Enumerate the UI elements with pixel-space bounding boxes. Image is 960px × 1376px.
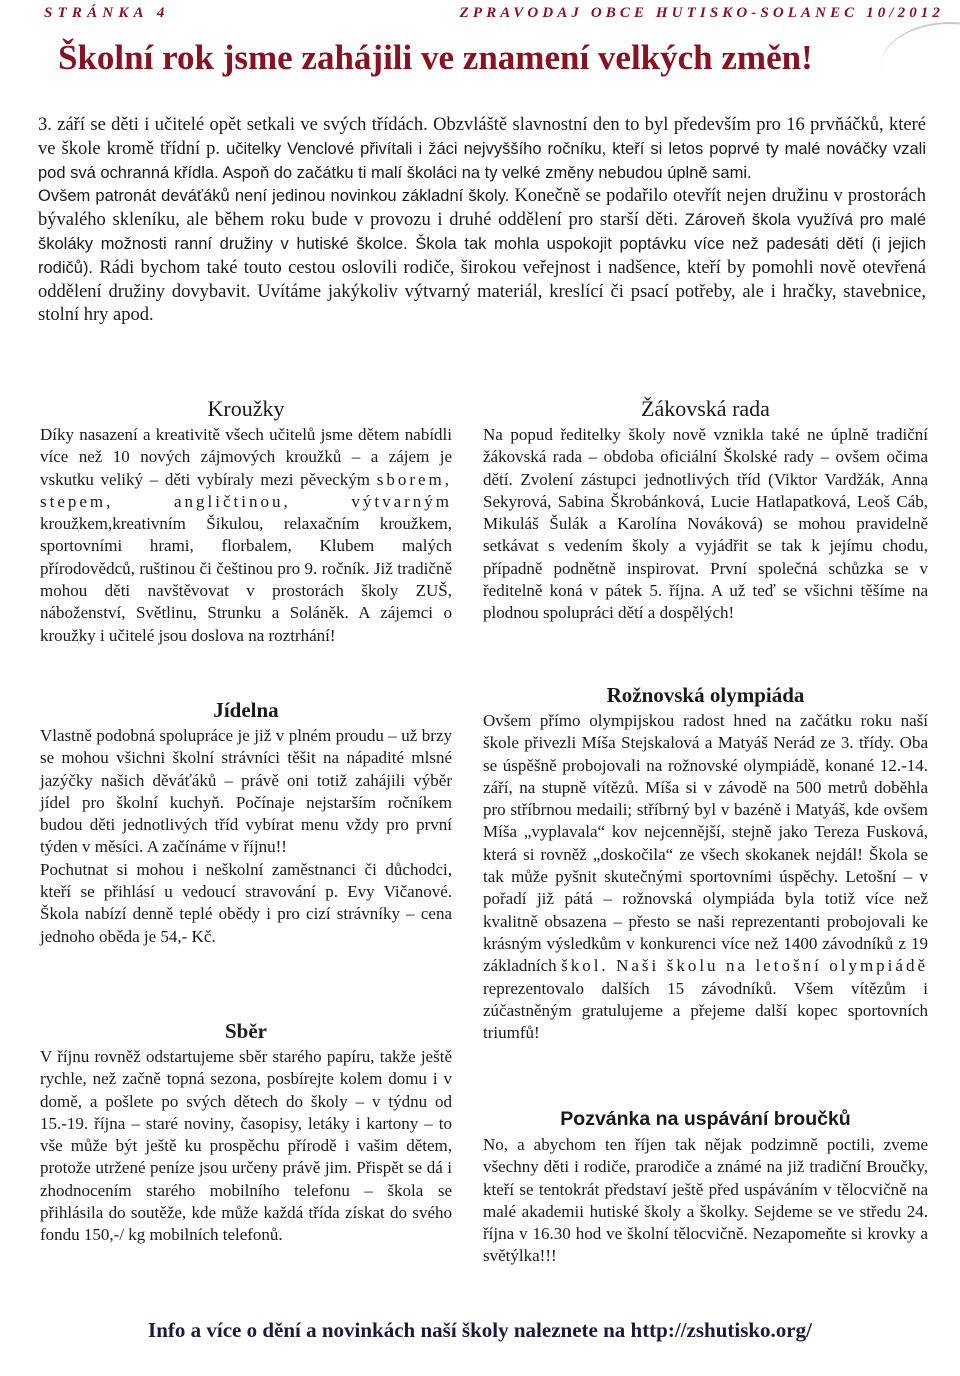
intro-text: 3. září se děti i učitelé opět setkali ve svých třídách. Obzvláště slavnostní den to byl především pro 16 prvňáčků, které ve škole kromě třídní p. [38,115,926,159]
article-pozvanka [483,1106,928,1268]
section-heading: Žákovská rada [641,396,770,421]
article-text: Na popud ředitelky školy nově vznikla také ne úplně tradiční žákovská rada – obdoba oficiální Školské rady – ovšem očima dětí. Zvolení zástupci jednotlivých tříd (Viktor Vardžák, Anna Sekyrová, Sabina Škrobánková, Lucie Hatlapatková, Leoš Cáb, Mikuláš Šulák a Karolína Nováková) se mohou pravidelně setkávat s vedením školy a vyjádřit se tak k jejímu chodu, případně podnětně inspirovat. První společná schůzka se v ředitelně koná v pátek 5. října. A už teď se všichni těšíme na plodnou spolupráci dětí a dospělých! [483,425,928,623]
section-heading: Kroužky [207,396,285,421]
article-text: Pochutnat si mohou i neškolní zaměstnanci či důchodci, kteří se přihlásí u vedoucí stravování p. Evy Vičanové. Škola nabízí denně teplé obědy i pro cizí strávníky – cena jednoho oběda je 54,- Kč. [40,859,452,946]
article-text: V říjnu rovněž odstartujeme sběr starého papíru, takže ještě rychle, než začně topná sezona, posbírejte kolem domu i v domě, a pošlete po svých dětech do školy – v týdnu od 15.-19. října – staré noviny, časopisy, letáky i kartony – to vše může být ještě ku prospěchu přírodě i vašim dětem, protože utržené peníze jsou určeny právě jim. Přispět se dá i zhodnocením starého mobilního telefonu – škola se přihlásila do soutěže, kde může každá třída získat do svého fondu 150,-/ kg mobilních telefonů. [40,1047,452,1245]
intro-text: Zároveň škola využívá pro malé školáky možnosti ranní družiny v hutiské školce. Škola tak mohla uspokojit poptávku více než padesáti dětí (i jejich rodičů). [38,211,927,277]
article-jidelna [40,697,452,948]
article-text: No, a abychom ten říjen tak nějak podzimně poctili, zveme všechny děti i rodiče, prarodiče a známé na již tradiční Broučky, kteří se tentokrát představí ještě před uspáváním v tělocvičně na malé akademii hutiské školy a školky. Sejdeme se ve středu 24. října v 16.30 hod ve školní tělocvičně. Nezapomeňte si krovky a světýlka!!! [483,1135,928,1266]
article-krouzky [40,396,452,647]
intro-article [38,114,926,328]
intro-paragraph-2 [38,185,926,328]
page-title: Školní rok jsme zahájili ve znamení velkých změn! [58,38,813,77]
section-heading: Jídelna [213,698,279,722]
section-heading: Rožnovská olympiáda [606,683,805,707]
intro-paragraph-1 [38,114,926,185]
newsletter-issue-label: ZPRAVODAJ OBCE HUTISKO-SOLANEC 10/2012 [459,5,944,21]
footer-info: Info a více o dění a novinkách naší školy naleznete na http://zshutisko.org/ [148,1318,812,1342]
intro-text: učitelky Venclové přivítali i žáci nejvyššího ročníku, kteří si letos poprvé ty malé nováčky vzali pod svá ochranná křídla. Aspoň do začátku ti malí školáci na ty velké změny nebudou úplně sami. [38,139,926,182]
article-zakovska-rada [483,396,928,625]
decorative-arc [880,22,960,114]
article-text: Ovšem přímo olympijskou radost hned na začátku roku naší škole přivezli Míša Stejskalová a Matyáš Nerád ze 3. třídy. Oba se úspěšně probojovali na rožnovské olympiádě, konané 12.-14. září, na stupně vítězů. Míša si v závodě na 500 metrů doběhla pro stříbrnou medaili; stříbrný byl v bazéně i Matyáš, kde ovšem Míša „vyplavala“ kov nejcennější, stejně jako Tereza Fusková, která si rovněž „doskočila“ ze všech skokanek nejdál! Škola se tak může pyšnit skutečnými sportovními úspěchy. Letošní – v pořadí již pátá – rožnovská olympiáda byla totiž více než kvalitně obsazena – přesto se naši reprezentanti probojovali ke krásným výsledkům v konkurenci více než 1400 závodníků z 19 základních škol. Naši školu na letošní olympiádě reprezentovalo dalších 15 závodníků. Všem vítězům i zúčastněným gratulujeme a přejeme další kopec sportovních triumfů! [483,711,928,1043]
article-text: Díky nasazení a kreativitě všech učitelů jsme dětem nabídli více než 10 nových zájmových kroužků – a zájem je vskutku veliký – děti vybíraly mezi pěveckým sborem, stepem, angličtinou, výtvarným kroužkem,kreativním Šikulou, relaxačním kroužkem, sportovními hrami, florbalem, Klubem malých přírodovědců, ruštinou či češtinou pro 9. ročník. Již tradičně mohou děti navštěvovat v prostorách školy ZUŠ, náboženství, Světlinu, Strunku a Soláněk. A zájemci o kroužky i učitelé jsou doslova na roztrhání! [40,425,453,645]
article-text: Vlastně podobná spolupráce je již v plném proudu – už brzy se mohou všichni školní strávníci těšit na nápadité mlsné jazýčky našich děváťáků – právě oni totiž zahájili výběr jídel pro školní kuchyň. Počínaje nejstarším ročníkem budou děti jednotlivých tříd vybírat menu vždy pro první týden v měsíci. A začínáme v říjnu!! [40,726,452,857]
intro-text: Ovšem patronát deváťáků není jedinou novinkou základní školy. [38,187,510,206]
section-heading: Sběr [225,1019,267,1043]
section-heading: Pozvánka na uspávání broučků [560,1108,851,1130]
article-sber [40,1018,452,1247]
article-roznovska-olympiada [483,682,928,1044]
intro-text: Rádi bychom také touto cestou oslovili rodiče, širokou veřejnost i nadšence, kteří by pomohli nově otevřená oddělení družiny dovybavit. Uvítáme jakýkoliv výtvarný materiál, kreslící či psací potřeby, ale i hračky, stavebnice, stolní hry apod. [38,257,927,326]
page-number-label: STRÁNKA 4 [44,5,170,21]
intro-text: Konečně se podařilo otevřít nejen družinu v prostorách bývalého skleníku, ale během roku bude v provozu i druhé oddělení pro starší děti. [38,186,927,231]
